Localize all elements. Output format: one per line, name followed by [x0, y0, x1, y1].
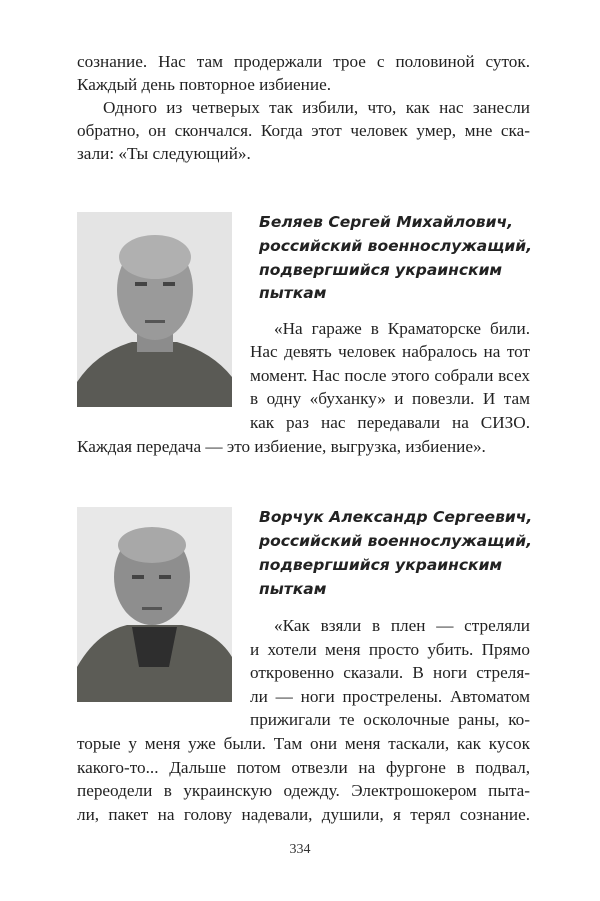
- text-line: как раз нас передавали на СИЗО.: [250, 413, 530, 432]
- text-line: обратно, он скончался. Когда этот человек умер, мне ска-: [77, 121, 530, 140]
- page-number: 334: [289, 842, 311, 857]
- text-line: в одну «буханку» и повезли. И там: [250, 389, 530, 408]
- text-line: Каждая передача — это избиение, выгрузка, избиение».: [77, 437, 486, 456]
- text-line: торые у меня уже были. Там они меня таскали, как кусок: [77, 734, 530, 753]
- text-line: сознание. Нас там продержали трое с половиной суток.: [77, 52, 530, 71]
- text-line: Нас девять человек набралось на тот: [250, 342, 530, 361]
- text-line: какого-то... Дальше потом отвезли на фургоне в подвал,: [77, 758, 530, 777]
- text-line: прижигали те осколочные раны, ко-: [250, 710, 530, 729]
- person-photo-icon: [77, 507, 232, 702]
- text-line: откровенно сказали. В ноги стреля-: [250, 663, 530, 682]
- text-line: ли — ноги прострелены. Автоматом: [250, 687, 530, 706]
- heading-line: Ворчук Александр Сергеевич,: [259, 508, 533, 526]
- heading-line: российский военнослужащий,: [259, 532, 532, 550]
- heading-line: подвергшийся украинским: [259, 261, 503, 279]
- text-line: Каждый день повторное избиение.: [77, 75, 331, 94]
- heading-line: пыткам: [259, 284, 327, 302]
- portrait-photo-beliaev: [77, 212, 232, 407]
- text-line: Одного из четверых так избили, что, как нас занесли: [103, 98, 530, 117]
- heading-line: пыткам: [259, 580, 327, 598]
- text-line: «На гараже в Краматорске били.: [274, 319, 530, 338]
- text-line: момент. Нас после этого собрали всех: [250, 366, 530, 385]
- heading-line: подвергшийся украинским: [259, 556, 503, 574]
- text-line: зали: «Ты следующий».: [77, 144, 251, 163]
- person-photo-icon: [77, 212, 232, 407]
- heading-line: российский военнослужащий,: [259, 237, 532, 255]
- portrait-photo-vorchuk: [77, 507, 232, 702]
- text-line: ли, пакет на голову надевали, душили, я терял сознание.: [77, 805, 530, 824]
- text-line: переодели в украинскую одежду. Электрошокером пыта-: [77, 781, 530, 800]
- text-line: «Как взяли в плен — стреляли: [274, 616, 530, 635]
- heading-line: Беляев Сергей Михайлович,: [259, 213, 514, 231]
- text-line: и хотели меня просто убить. Прямо: [250, 640, 530, 659]
